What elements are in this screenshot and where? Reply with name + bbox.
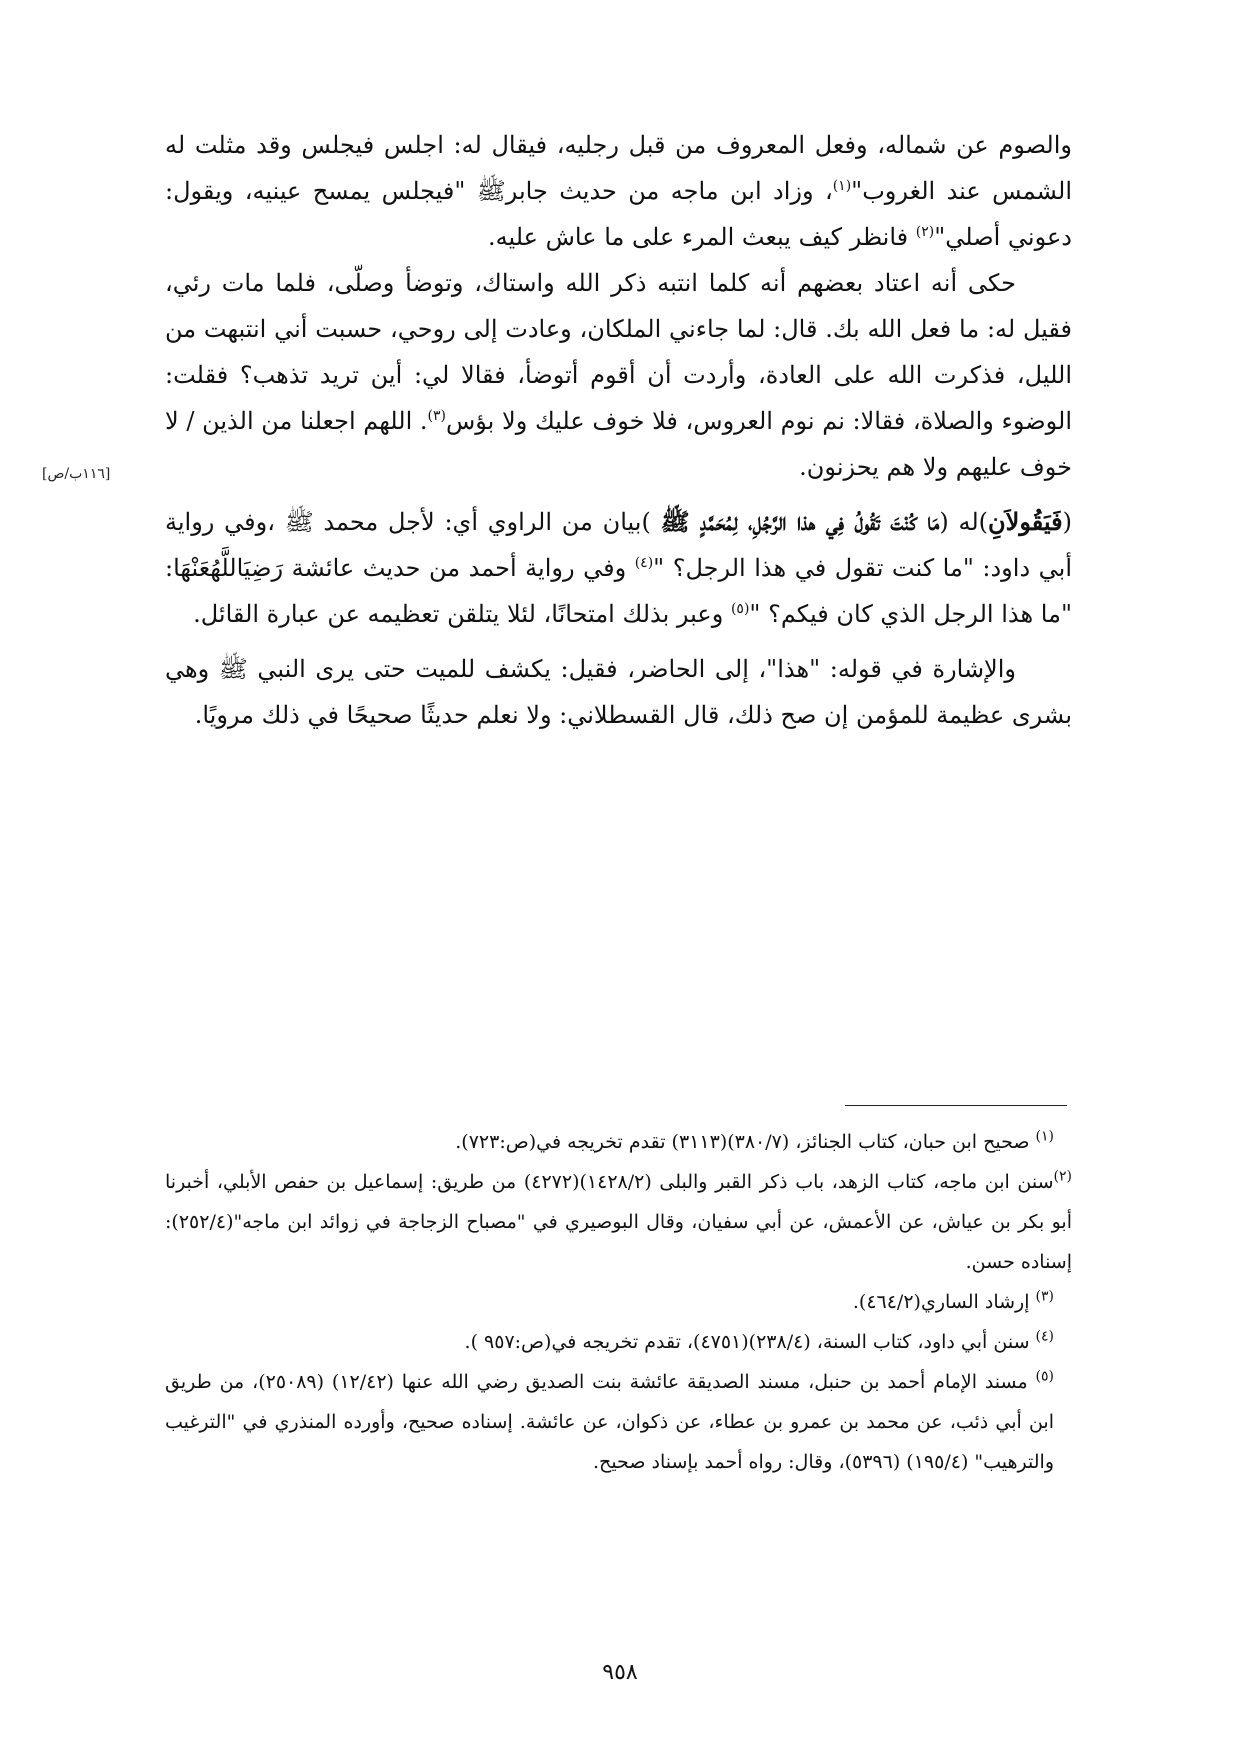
paragraph-2 (165, 260, 1072, 490)
paragraph-3-open-paren: ( (1062, 508, 1072, 536)
paragraph-1-text-c: فانظر كيف يبعث المرء على ما عاش عليه. (488, 223, 916, 251)
footnote-separator (845, 1105, 1067, 1106)
footnote-1-text: صحيح ابن حبان، كتاب الجنائز، (٣٨٠/٧)(٣١١٣) تقدم تخريجه في(ص:٧٢٣). (455, 1131, 1036, 1153)
footnote-3 (165, 1282, 1072, 1322)
footnote-3-text: إرشاد الساري(٤٦٤/٢). (852, 1291, 1036, 1313)
footnote-2-text: سنن ابن ماجه، كتاب الزهد، باب ذكر القبر والبلى (١٤٢٨/٢)(٤٢٧٢) من طريق: إسماعيل بن حفص الأبلي، أخبرنا أبو بكر بن عياش، عن الأعمش، عن أبي سفيان، وقال البوصيري في "مصباح الزجاجة في زوائد ابن ماجه"(٢٥٢/٤): إسناده حسن. (165, 1171, 1072, 1273)
footnote-4-text: سنن أبي داود، كتاب السنة، (٢٣٨/٤)(٤٧٥١)، تقدم تخريجه في(ص:٩٥٧ ). (464, 1331, 1036, 1353)
footnote-1 (165, 1122, 1072, 1162)
footnote-ref-2[interactable]: (٢) (915, 224, 935, 240)
paragraph-4: والإشارة في قوله: "هذا"، إلى الحاضر، فقيل: يكشف للميت حتى يرى النبي ﷺ وهي بشرى عظيمة للمؤمن إن صح ذلك، قال القسطلاني: ولا نعلم حديثًا صحيحًا في ذلك مرويًا. (165, 655, 1072, 729)
footnote-5-number: (٥) (1035, 1368, 1054, 1385)
footnote-ref-1[interactable]: (١) (832, 178, 852, 194)
paragraph-2-text-b: . اللهم اجعلنا من الذين / لا خوف عليهم ولا هم يحزنون. (165, 407, 1072, 481)
paragraph-3-text-b: وفي رواية أحمد من حديث عائشة رَضِيَاللَّهُعَنْهَا: "ما هذا الرجل الذي كان فيكم؟ " (165, 554, 1072, 628)
footnote-2-number: (٢) (1053, 1168, 1072, 1185)
footnote-5-text: مسند الإمام أحمد بن حنبل، مسند الصديقة عائشة بنت الصديق رضي الله عنها (١٢/٤٢) (٢٥٠٨٩)، من طريق ابن أبي ذئب، عن محمد بن عمرو بن عطاء، عن ذكوان، عن عائشة. إسناده صحيح، وأورده المنذري في "الترغيب والترهيب" (١٩٥/٤) (٥٣٩٦)، وقال: رواه أحمد بإسناد صحيح. (165, 1371, 1054, 1473)
footnote-ref-3[interactable]: (٣) (427, 408, 446, 424)
paragraph-3-connector: )له ( (939, 508, 989, 536)
paragraph-2-text-a: حكى أنه اعتاد بعضهم أنه كلما انتبه ذكر الله واستاك، وتوضأ وصلّى، فلما مات رئي، فقيل له: ما فعل الله بك. قال: لما جاءني الملكان، وعادت إلى روحي، حسبت أني انتبهت من الليل، فذكرت الله على العادة، وأردت أن أقوم أتوضأ، فقالا لي: أين تريد تذهب؟ فقلت: الوضوء والصلاة، فقالا: نم نوم العروس، فلا خوف عليك ولا بؤس (165, 269, 1072, 435)
footnote-5 (165, 1362, 1072, 1482)
main-text (165, 122, 1072, 738)
footnote-2 (165, 1162, 1072, 1282)
paragraph-1-text-a: والصوم عن شماله، وفعل المعروف من قبل رجليه، فيقال له: اجلس فيجلس وقد مثلت له الشمس عند الغروب" (165, 131, 1073, 205)
paragraph-1 (165, 122, 1072, 260)
paragraph-1-text-b: ، وزاد ابن ماجه من حديث جابرﷺ "فيجلس يمسح عينيه، ويقول: دعوني أصلي" (165, 177, 1072, 251)
paragraph-3-hadith-quote: مَا كُنْتَ تَقُولُ فِي هذا الرَّجُلِ، لِمُحَمَّدٍ ﷺ (660, 507, 940, 536)
footnotes (165, 1122, 1072, 1482)
paragraph-3-quoted-term: فَيَقُولاَنِ (988, 507, 1063, 536)
footnote-4 (165, 1322, 1072, 1362)
paragraph-3-text-c: وعبر بذلك امتحانًا، لئلا يتلقن تعظيمه عن عبارة القائل. (193, 600, 731, 628)
paragraph-3 (165, 499, 1072, 637)
footnote-ref-4[interactable]: (٤) (634, 555, 654, 571)
footnote-1-number: (١) (1035, 1128, 1054, 1145)
manuscript-folio-note: [١١٦ب/ص] (42, 466, 111, 482)
footnote-4-number: (٤) (1035, 1328, 1054, 1345)
paragraph-3-text-a: )بيان من الراوي أي: لأجل محمد ﷺ ،وفي رواية أبي داود: "ما كنت تقول في هذا الرجل؟ " (165, 508, 1073, 582)
footnote-3-number: (٣) (1035, 1288, 1054, 1305)
footnote-ref-5[interactable]: (٥) (730, 601, 750, 617)
page-number: ٩٥٨ (602, 1660, 638, 1685)
